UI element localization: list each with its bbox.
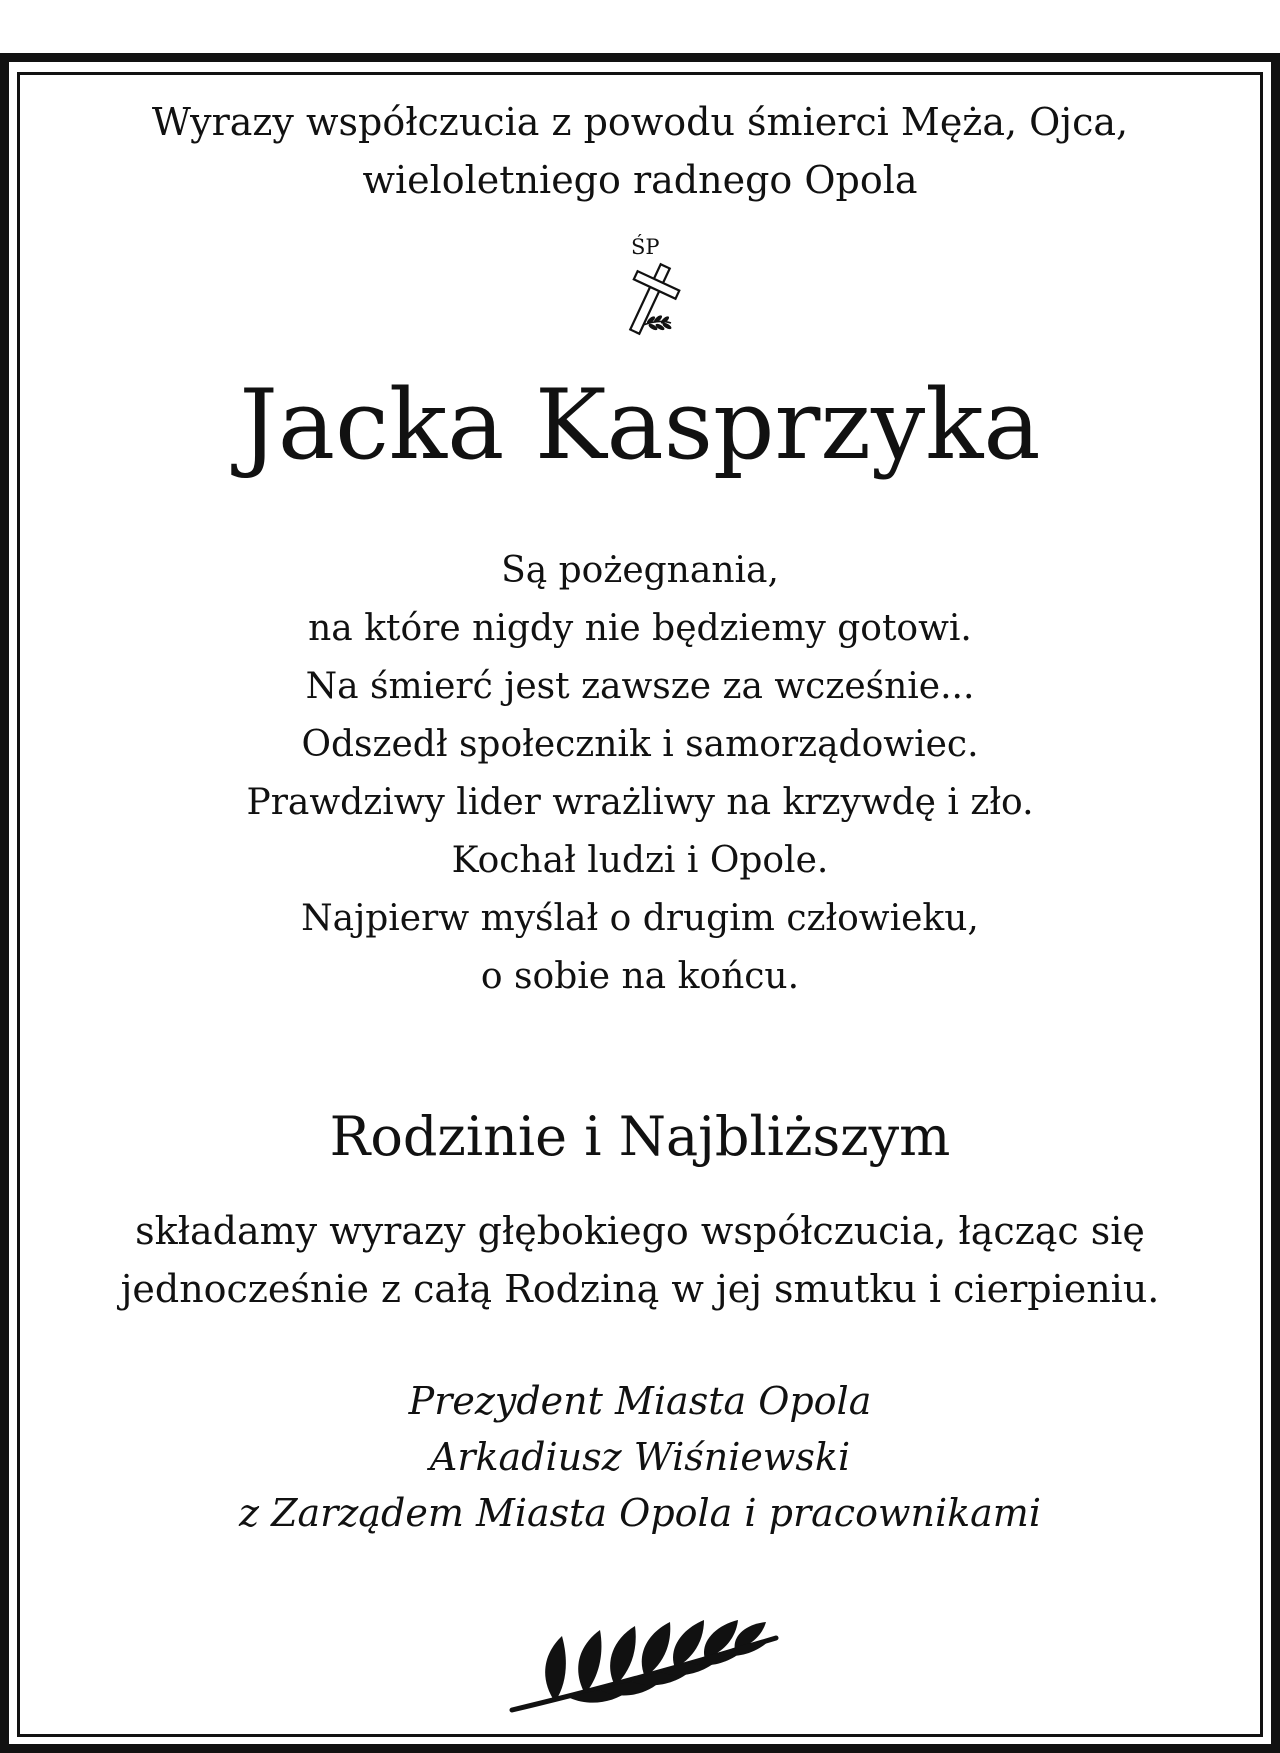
poem-line: Kochał ludzi i Opole. xyxy=(451,840,829,881)
signature-line: Prezydent Miasta Opola xyxy=(408,1379,872,1423)
condolence-line: jednocześnie z całą Rodziną w jej smutku i cierpieniu. xyxy=(120,1267,1160,1311)
poem-line: Najpierw myślał o drugim człowieku, xyxy=(301,898,979,939)
poem-line: Na śmierć jest zawsze za wcześnie... xyxy=(305,666,975,707)
cross-with-palm-icon xyxy=(615,259,685,339)
signature-line: Arkadiusz Wiśniewski xyxy=(429,1435,851,1479)
poem xyxy=(20,542,1260,1006)
intro-line: wieloletniego radnego Opola xyxy=(362,158,918,202)
sp-label: ŚP xyxy=(631,235,660,259)
poem-line: na które nigdy nie będziemy gotowi. xyxy=(308,608,972,649)
signature-block xyxy=(20,1373,1260,1541)
intro-line: Wyrazy współczucia z powodu śmierci Męża, Ojca, xyxy=(151,100,1129,144)
intro-text xyxy=(20,93,1260,209)
poem-line: Prawdziwy lider wrażliwy na krzywdę i zło. xyxy=(246,782,1034,823)
deceased-name: Jacka Kasprzyka xyxy=(239,369,1041,481)
poem-line: Są pożegnania, xyxy=(501,550,779,591)
family-heading: Rodzinie i Najbliższym xyxy=(329,1105,951,1168)
memorial-emblem xyxy=(595,235,705,345)
poem-line: Odszedł społecznik i samorządowiec. xyxy=(301,724,979,765)
condolence-text xyxy=(20,1202,1260,1318)
condolence-line: składamy wyrazy głębokiego współczucia, łącząc się xyxy=(135,1209,1145,1253)
poem-line: o sobie na końcu. xyxy=(480,956,800,997)
palm-branch-icon xyxy=(500,1610,790,1720)
signature-line: z Zarządem Miasta Opola i pracownikami xyxy=(239,1491,1041,1535)
